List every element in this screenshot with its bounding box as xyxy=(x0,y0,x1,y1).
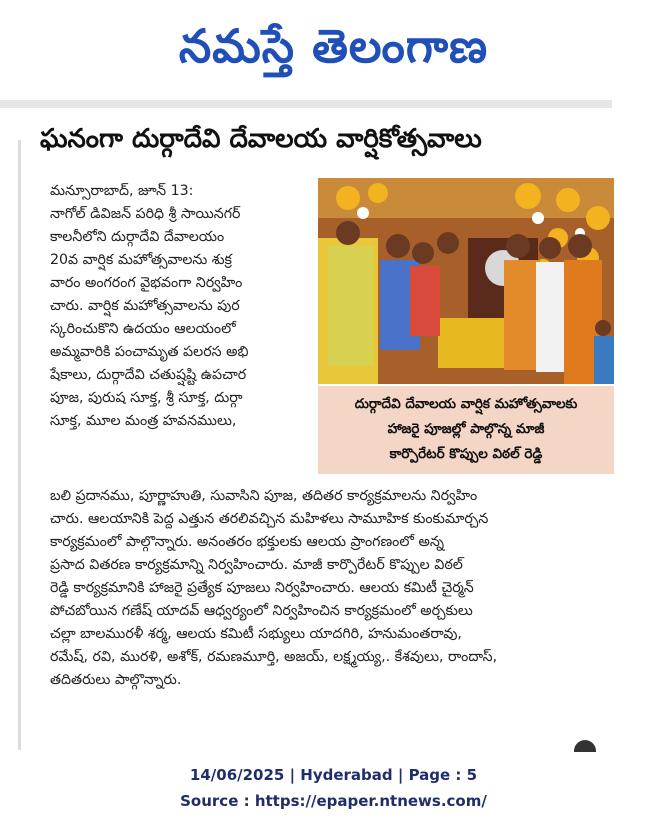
text-line: రెడ్డి కార్యక్రమానికి హాజరై ప్రత్యేక పూజలు నిర్వహించారు. ఆలయ కమిటీ చైర్మన్ xyxy=(50,580,474,596)
text-line: అమ్మవారికి పంచామృత పలరస అభి xyxy=(50,344,249,360)
masthead xyxy=(0,0,667,104)
text-line: సూక్త, మూల మంత్ర హవనములు, xyxy=(50,413,237,429)
text-line: కాలనీలోని దుర్గాదేవి దేవాలయం xyxy=(50,229,225,245)
text-line: చారు. వార్షిక మహోత్సవాలను పుర xyxy=(50,298,240,314)
text-line: 20వ వార్షిక మహోత్సవాలను శుక్ర xyxy=(50,252,232,268)
column-rule xyxy=(18,140,21,750)
article-column-text xyxy=(50,180,312,433)
text-line: వారం అంగరంగ వైభవంగా నిర్వహిం xyxy=(50,275,243,291)
page-footer xyxy=(0,762,667,814)
article-photo xyxy=(318,178,614,384)
article-headline: ఘనంగా దుర్గాదేవి దేవాలయ వార్షికోత్సవాలు xyxy=(40,124,482,154)
page-corner-mark xyxy=(574,740,596,752)
masthead-divider xyxy=(0,100,612,108)
text-line: మన్సూరాబాద్, జూన్ 13: xyxy=(50,183,194,199)
text-line: నాగోల్ డివిజన్ పరిధి శ్రీ సాయినగర్ xyxy=(50,206,241,222)
text-line: షేకాలు, దుర్గాదేవి చతుష్షష్టి ఉపచార xyxy=(50,367,247,383)
temple-photo-illustration xyxy=(318,178,614,384)
newspaper-logo-title: నమస్తే తెలంగాణ xyxy=(178,19,489,73)
article-body-text xyxy=(50,485,645,692)
caption-line: కార్పొరేటర్ కొప్పుల విఠల్ రెడ్డి xyxy=(389,446,543,462)
text-line: తదితరులు పాల్గొన్నారు. xyxy=(50,672,182,688)
text-line: కార్యక్రమంలో పాల్గొన్నారు. అనంతరం భక్తులకు ఆలయ ప్రాంగణంలో అన్న xyxy=(50,534,444,550)
photo-caption xyxy=(318,386,614,474)
footer-date-edition: 14/06/2025 | Hyderabad | Page : 5 xyxy=(189,766,478,784)
caption-line: దుర్గాదేవి దేవాలయ వార్షిక మహోత్సవాలకు xyxy=(354,396,578,412)
footer-source: Source : https://epaper.ntnews.com/ xyxy=(180,792,487,810)
text-line: బలి ప్రదానము, పూర్ణాహుతి, సువాసిని పూజ, తదితర కార్యక్రమాలను నిర్వహిం xyxy=(50,488,478,504)
text-line: రమేష్, రవి, మురళి, అశోక్, రమణమూర్తి, అజయ్, లక్ష్మయ్య,. కేశవులు, రాందాస్, xyxy=(50,649,498,665)
text-line: పూజ, పురుష సూక్త, శ్రీ సూక్త, దుర్గా xyxy=(50,390,243,406)
text-line: పోచబోయిన గణేష్ యాదవ్ ఆధ్వర్యంలో నిర్వహించిన కార్యక్రమంలో అర్చకులు xyxy=(50,603,473,619)
text-line: చల్లా బాలమురళీ శర్మ, ఆలయ కమిటీ సభ్యులు యాదగిరి, హనుమంతరావు, xyxy=(50,626,462,642)
text-line: ప్రసాద వితరణ కార్యక్రమాన్ని నిర్వహించారు. మాజీ కార్పొరేటర్ కొప్పుల విఠల్ xyxy=(50,557,463,573)
text-line: చారు. ఆలయానికి పెద్ద ఎత్తున తరలివచ్చిన మహిళలు సామూహిక కుంకుమార్చన xyxy=(50,511,489,527)
caption-line: హాజరై పూజల్లో పాల్గొన్న మాజీ xyxy=(387,421,545,437)
text-line: స్కరించుకొని ఉదయం ఆలయంలో xyxy=(50,321,236,337)
